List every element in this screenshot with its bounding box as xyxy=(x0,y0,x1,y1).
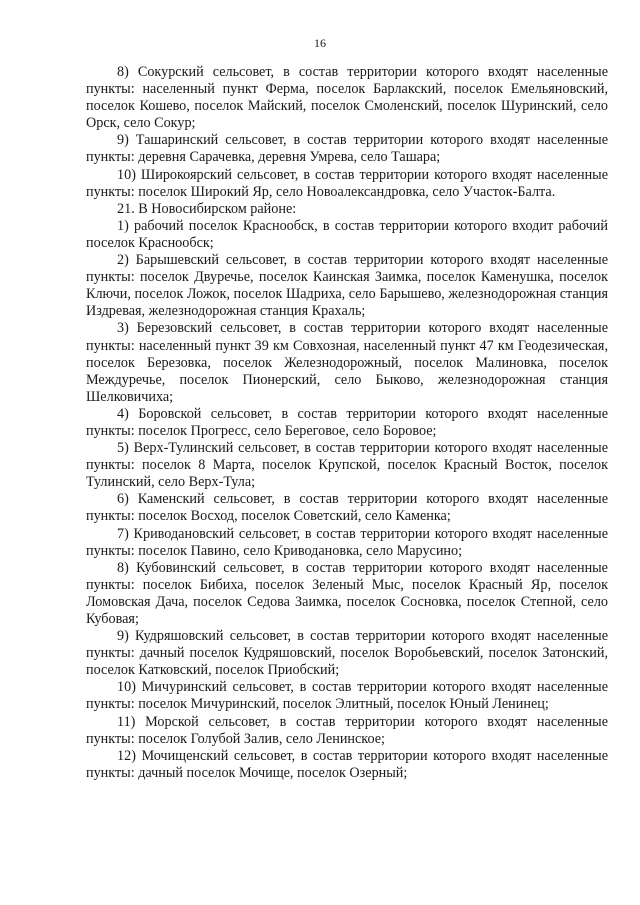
paragraph-tasharinsky: 9) Ташаринский сельсовет, в состав территории которого входят населенные пункты: деревня Сарачевка, деревня Умрева, село Ташара; xyxy=(86,132,608,166)
paragraph-borovskoy: 4) Боровской сельсовет, в состав территории которого входят населенные пункты: поселок Прогресс, село Береговое, село Боровое; xyxy=(86,405,608,439)
paragraph-michurinsky: 10) Мичуринский сельсовет, в состав территории которого входят населенные пункты: поселок Мичуринский, поселок Элитный, поселок Юный Ленинец; xyxy=(86,679,608,713)
paragraph-berezovsky: 3) Березовский сельсовет, в состав территории которого входят населенные пункты: населенный пункт 39 км Совхозная, населенный пункт 47 км Геодезическая, поселок Березовка, поселок Железнодорожный, поселок Малиновка, поселок Междуречье, поселок Пионерский, село Быково, железнодорожная станция Шелковичиха; xyxy=(86,320,608,405)
paragraph-krivodanovsky: 7) Криводановский сельсовет, в состав территории которого входят населенные пункты: поселок Павино, село Криводановка, село Марусино; xyxy=(86,525,608,559)
paragraph-verkh-tulinsky: 5) Верх-Тулинский сельсовет, в состав территории которого входят населенные пункты: поселок 8 Марта, поселок Крупской, поселок Красный Восток, поселок Тулинский, село Верх-Тула; xyxy=(86,440,608,491)
paragraph-mochishchensky: 12) Мочищенский сельсовет, в состав территории которого входят населенные пункты: дачный поселок Мочище, поселок Озерный; xyxy=(86,747,608,781)
paragraph-krasnoobsk: 1) рабочий поселок Краснообск, в состав территории которого входит рабочий поселок Краснообск; xyxy=(86,217,608,251)
paragraph-baryshevsky: 2) Барышевский сельсовет, в состав территории которого входят населенные пункты: поселок Двуречье, поселок Каинская Заимка, поселок Каменушка, поселок Ключи, поселок Ложок, поселок Шадриха, село Барышево, железнодорожная станция Издревая, железнодорожная станция Крахаль; xyxy=(86,252,608,320)
paragraph-sokursky: 8) Сокурский сельсовет, в состав территории которого входят населенные пункты: населенный пункт Ферма, поселок Барлакский, поселок Емельяновский, поселок Кошево, поселок Майский, поселок Смоленский, поселок Шуринский, село Орск, село Сокур; xyxy=(86,64,608,132)
paragraph-kamensky: 6) Каменский сельсовет, в состав территории которого входят населенные пункты: поселок Восход, поселок Советский, село Каменка; xyxy=(86,491,608,525)
paragraph-kubovinsky: 8) Кубовинский сельсовет, в состав территории которого входят населенные пункты: поселок Бибиха, поселок Зеленый Мыс, поселок Красный Яр, поселок Ломовская Дача, поселок Седова Заимка, поселок Сосновка, поселок Степной, село Кубовая; xyxy=(86,559,608,627)
section-heading-novosibirsky-district: 21. В Новосибирском районе: xyxy=(117,200,297,217)
document-body xyxy=(86,64,608,782)
page-number: 16 xyxy=(314,36,326,50)
paragraph-shirokoyarsky: 10) Широкоярский сельсовет, в состав территории которого входят населенные пункты: поселок Широкий Яр, село Новоалександровка, село Участок-Балта. xyxy=(86,166,608,200)
paragraph-morskoy: 11) Морской сельсовет, в состав территории которого входят населенные пункты: поселок Голубой Залив, село Ленинское; xyxy=(86,713,608,747)
paragraph-kudryashovsky: 9) Кудряшовский сельсовет, в состав территории которого входят населенные пункты: дачный поселок Кудряшовский, поселок Воробьевский, поселок Затонский, поселок Катковский, поселок Приобский; xyxy=(86,628,608,679)
